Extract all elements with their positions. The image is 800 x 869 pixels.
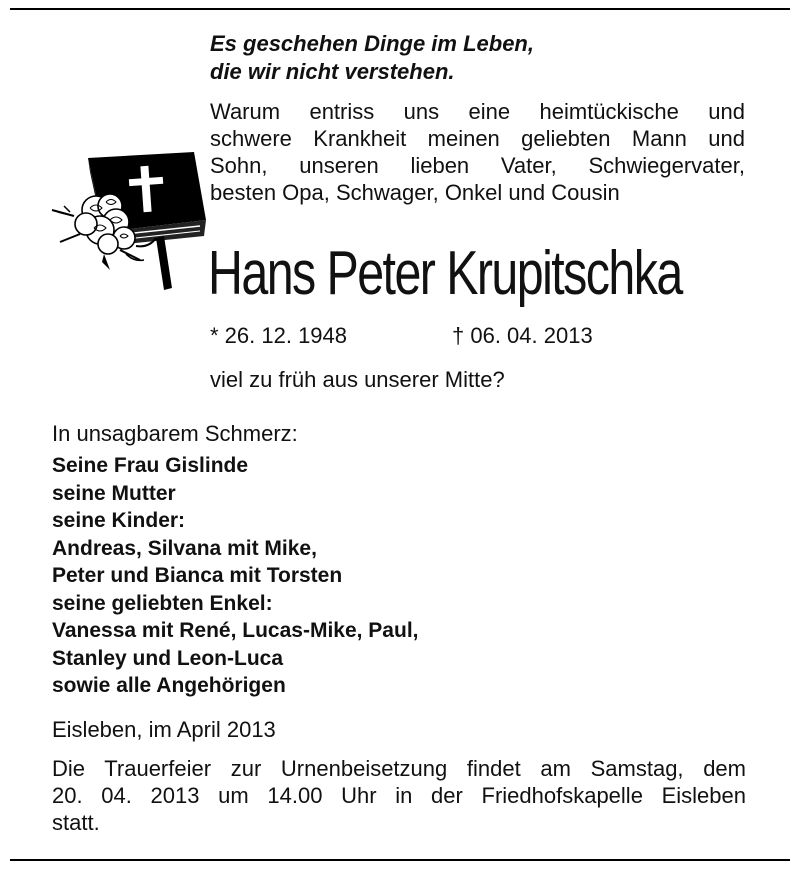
motto-line-2: die wir nicht verstehen. xyxy=(210,59,455,84)
mourner-line: Stanley und Leon-Luca xyxy=(52,646,284,670)
mourner-line: Seine Frau Gislinde xyxy=(52,454,249,477)
motto xyxy=(210,30,770,86)
mourner-line: Andreas, Silvana mit Mike, xyxy=(52,536,317,560)
bible-with-cross-and-flowers-icon xyxy=(44,150,209,300)
motto-line-1: Es geschehen Dinge im Leben, xyxy=(210,31,534,56)
birth-date: * 26. 12. 1948 xyxy=(210,323,348,348)
place-date: Eisleben, im April 2013 xyxy=(52,717,276,742)
notice-line: 20. 04. 2013 um 14.00 Uhr in der Friedhofskapelle Eisleben xyxy=(52,783,746,808)
intro-line: Warum entriss uns eine heimtückische und xyxy=(210,99,745,124)
intro-line: besten Opa, Schwager, Onkel und Cousin xyxy=(210,180,620,205)
deceased-name: Hans Peter Krupitschka xyxy=(208,239,682,308)
mourner-line: seine geliebten Enkel: xyxy=(52,591,273,615)
notice-line: Die Trauerfeier zur Urnenbeisetzung findet am Samstag, dem xyxy=(52,756,746,781)
mourners-list xyxy=(52,452,752,700)
question-line: viel zu früh aus unserer Mitte? xyxy=(210,367,505,392)
notice-line: statt. xyxy=(52,810,100,835)
mourner-line: Vanessa mit René, Lucas-Mike, Paul, xyxy=(52,619,419,642)
mourner-line: seine Kinder: xyxy=(52,509,186,532)
intro-line: schwere Krankheit meinen geliebten Mann und xyxy=(210,126,745,151)
mourner-line: seine Mutter xyxy=(52,481,176,505)
intro-text xyxy=(210,98,745,206)
mourner-line: sowie alle Angehörigen xyxy=(52,674,286,697)
mourner-line: Peter und Bianca mit Torsten xyxy=(52,564,343,587)
funeral-notice xyxy=(52,755,746,836)
death-date: † 06. 04. 2013 xyxy=(452,323,593,348)
intro-line: Sohn, unseren lieben Vater, Schwiegervater, xyxy=(210,153,745,178)
grief-line: In unsagbarem Schmerz: xyxy=(52,421,298,446)
